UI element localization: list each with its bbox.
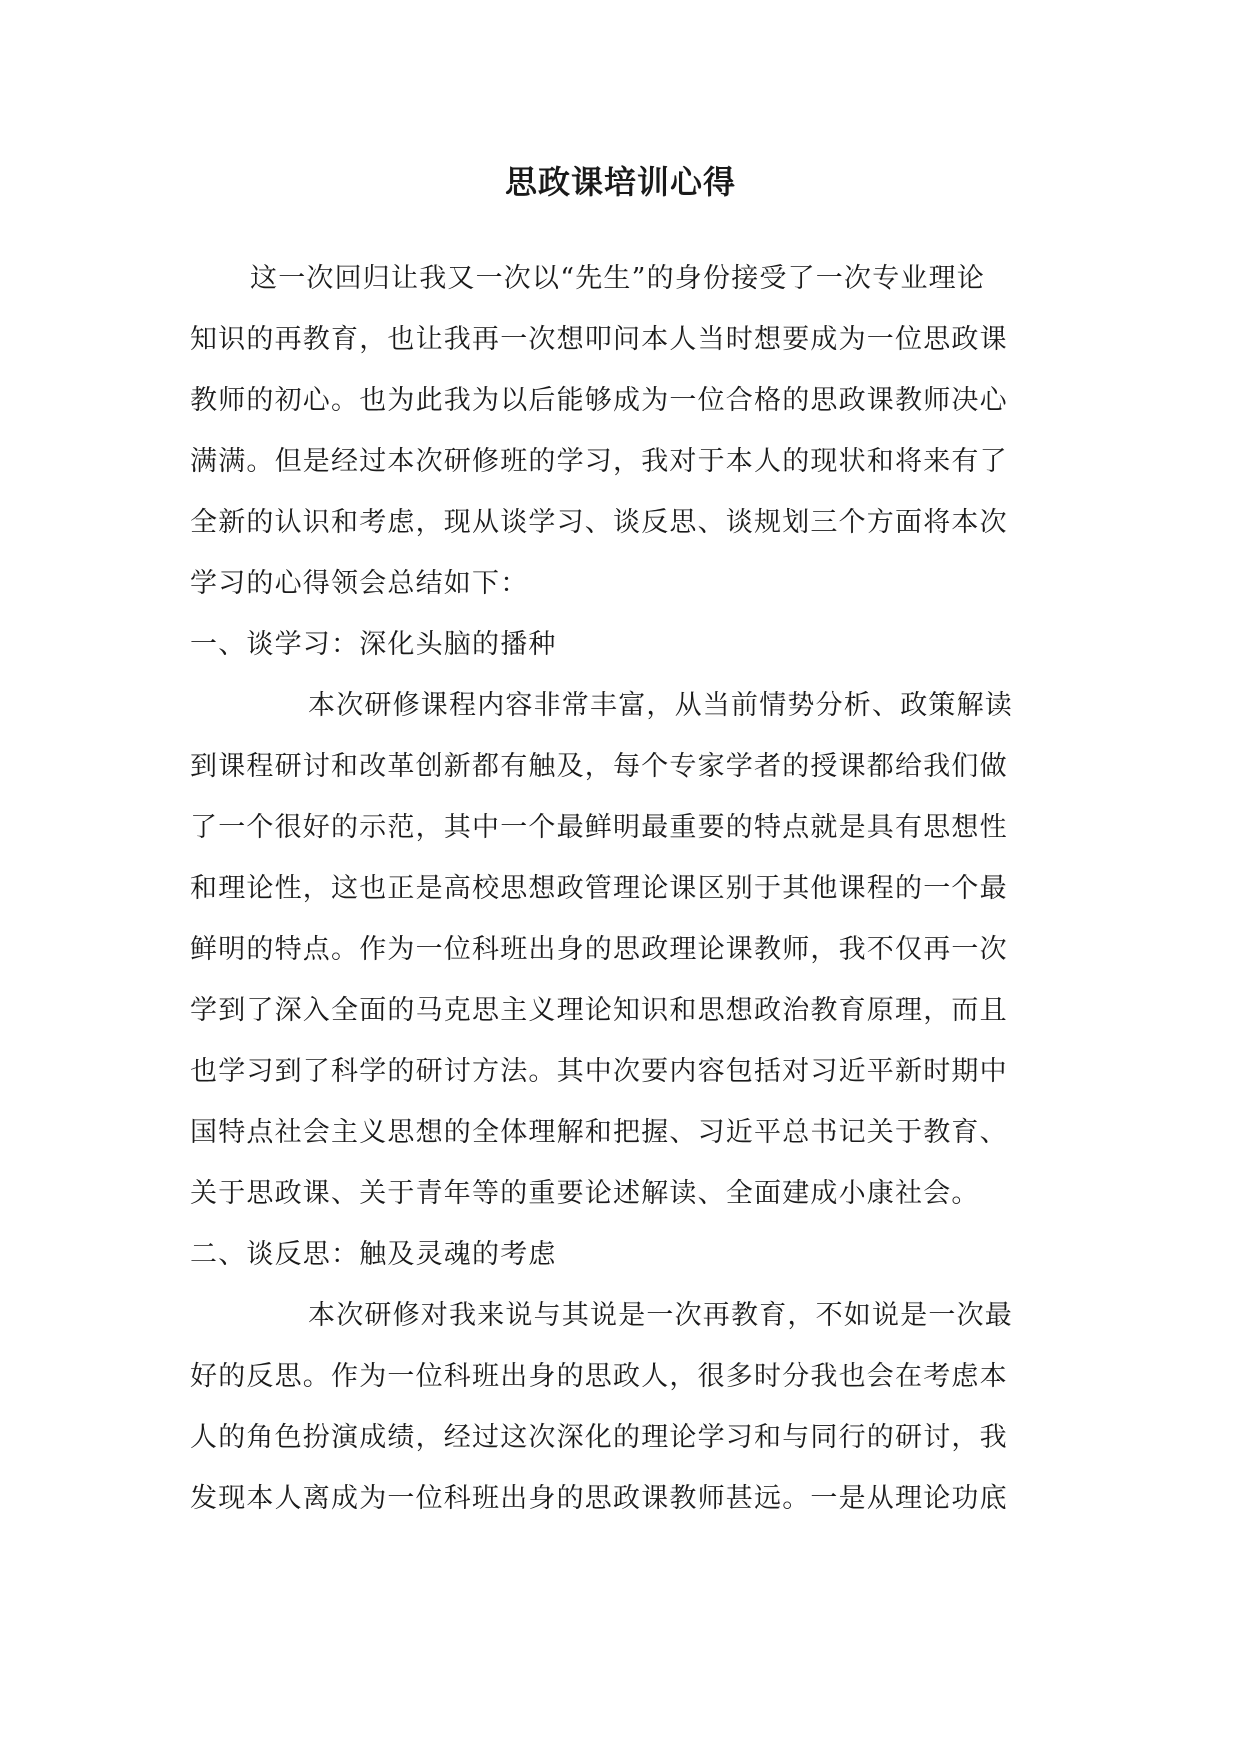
paragraph-line: 好的反思。作为一位科班出身的思政人，很多时分我也会在考虑本 [190, 1361, 1008, 1392]
paragraph-line: 满满。但是经过本次研修班的学习，我对于本人的现状和将来有了 [190, 446, 1008, 477]
paragraph-line: 这一次回归让我又一次以“先生”的身份接受了一次专业理论 [250, 263, 986, 294]
paragraph-line: 人的角色扮演成绩，经过这次深化的理论学习和与同行的研讨，我 [190, 1422, 1008, 1453]
paragraph-line: 全新的认识和考虑，现从谈学习、谈反思、谈规划三个方面将本次 [190, 507, 1008, 538]
paragraph-line: 学习的心得领会总结如下： [190, 568, 529, 599]
paragraph-line: 关于思政课、关于青年等的重要论述解读、全面建成小康社会。 [190, 1178, 980, 1209]
paragraph-line: 鲜明的特点。作为一位科班出身的思政理论课教师，我不仅再一次 [190, 934, 1008, 965]
paragraph-line: 学到了深入全面的马克思主义理论知识和思想政治教育原理，而且 [190, 995, 1008, 1026]
document-body [190, 248, 1060, 1529]
section-heading: 二、谈反思：触及灵魂的考虑 [190, 1239, 557, 1270]
paragraph-line: 也学习到了科学的研讨方法。其中次要内容包括对习近平新时期中 [190, 1056, 1008, 1087]
paragraph-line: 本次研修课程内容非常丰富，从当前情势分析、政策解读 [308, 690, 1013, 721]
paragraph-line: 本次研修对我来说与其说是一次再教育，不如说是一次最 [308, 1300, 1013, 1331]
paragraph-line: 知识的再教育，也让我再一次想叩问本人当时想要成为一位思政课 [190, 324, 1008, 355]
paragraph-line: 到课程研讨和改革创新都有触及，每个专家学者的授课都给我们做 [190, 751, 1008, 782]
document-title: 思政课培训心得 [504, 163, 736, 201]
paragraph-line: 国特点社会主义思想的全体理解和把握、习近平总书记关于教育、 [190, 1117, 1008, 1148]
paragraph-line: 了一个很好的示范，其中一个最鲜明最重要的特点就是具有思想性 [190, 812, 1008, 843]
paragraph-line: 教师的初心。也为此我为以后能够成为一位合格的思政课教师决心 [190, 385, 1008, 416]
paragraph-line: 发现本人离成为一位科班出身的思政课教师甚远。一是从理论功底 [190, 1483, 1008, 1514]
section-heading: 一、谈学习：深化头脑的播种 [190, 629, 557, 660]
paragraph-line: 和理论性，这也正是高校思想政管理论课区别于其他课程的一个最 [190, 873, 1008, 904]
